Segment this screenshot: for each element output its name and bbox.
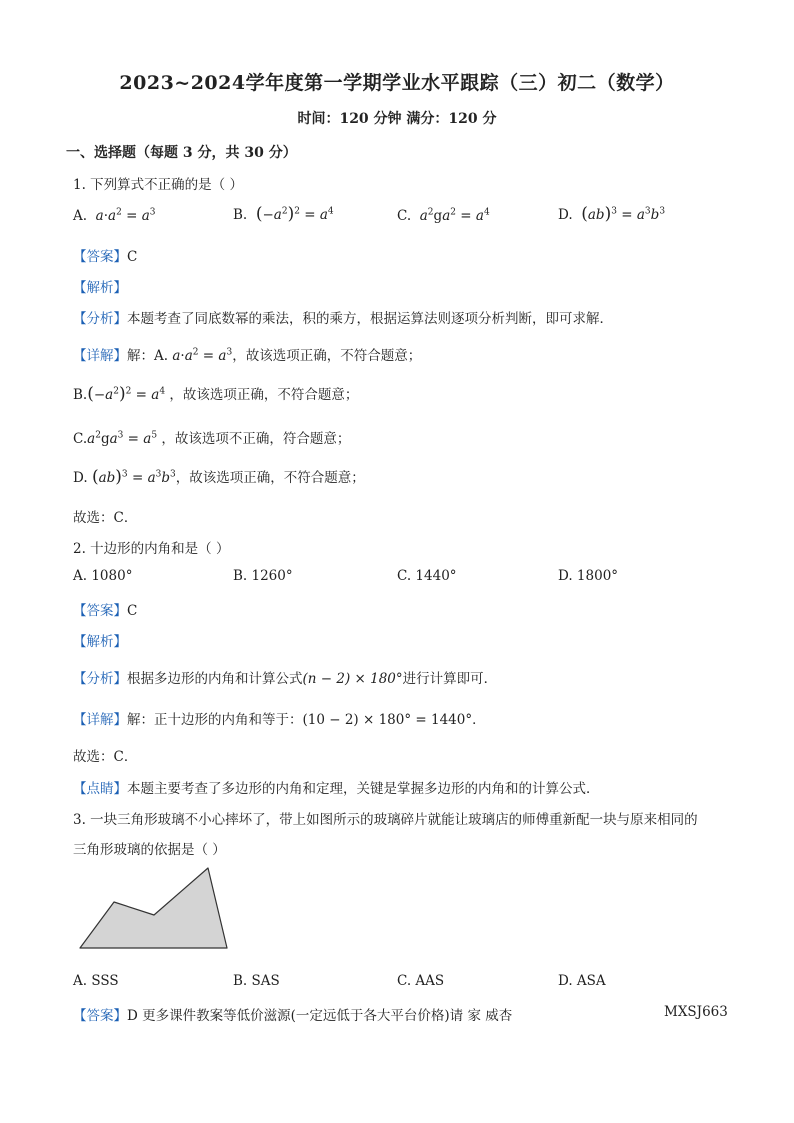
q3-option-c: C. AAS <box>397 973 445 989</box>
q1-stem: 1. 下列算式不正确的是（ ） <box>73 177 243 193</box>
q1-detail-a: 【详解】解：A. $a\cdot a^2 = a^3$，故该选项正确，不符合题意； <box>73 347 422 364</box>
q1-fenxi: 【分析】本题考查了同底数幂的乘法，积的乘方，根据运算法则逐项分析判断，即可求解． <box>73 311 613 327</box>
q1-option-d: D. $(ab)^3 = a^3b^3$ <box>558 204 666 224</box>
q2-conclusion: 故选：C． <box>73 749 138 765</box>
q3-option-b: B. SAS <box>233 973 280 989</box>
watermark-text: 更多课件教案等低价滋源(一定远低于各大平台价格)请 家 威杏 <box>142 1008 513 1024</box>
q2-answer: 【答案】C <box>73 603 138 619</box>
q2-option-c: C. 1440° <box>397 568 457 584</box>
q1-detail-c: $C.a^2ga^3 = a^5$ ，故该选项不正确，符合题意； <box>73 430 351 447</box>
section-heading: 一、选择题（每题 3 分，共 30 分） <box>66 145 297 161</box>
q1-analysis-tag: 【解析】 <box>73 280 127 296</box>
q3-stem-line1: 3. 一块三角形玻璃不小心摔坏了，带上如图所示的玻璃碎片就能让玻璃店的师傅重新配一块与原来相同的 <box>73 812 698 828</box>
q2-option-d: D. 1800° <box>558 568 619 584</box>
q3-option-d: D. ASA <box>558 973 606 989</box>
q2-fenxi: 【分析】根据多边形的内角和计算公式(n − 2) × 180°进行计算即可． <box>73 671 498 687</box>
glass-shard-shape <box>80 868 227 948</box>
q2-comment: 【点睛】本题主要考查了多边形的内角和定理，关键是掌握多边形的内角和的计算公式． <box>73 781 600 797</box>
q1-option-a: A. $a\cdot a^2 = a^3$ <box>73 207 156 224</box>
q2-option-a: A. 1080° <box>73 568 133 584</box>
q2-stem: 2. 十边形的内角和是（ ） <box>73 541 230 557</box>
q2-detail: 【详解】解：正十边形的内角和等于：(10 − 2) × 180° = 1440°． <box>73 712 486 728</box>
watermark-code: MXSJ663 <box>664 1004 728 1020</box>
q2-analysis-tag: 【解析】 <box>73 634 127 650</box>
page-title: 2023~2024学年度第一学期学业水平跟踪（三）初二（数学） <box>119 72 675 94</box>
q1-detail-b: $B.(-a^2)^2 = a^4$ ，故该选项正确，不符合题意； <box>73 384 359 404</box>
q3-answer: 【答案】D 更多课件教案等低价滋源(一定远低于各大平台价格)请 家 威杏 <box>73 1008 513 1024</box>
answer-tag: 【答案】 <box>73 249 127 265</box>
q3-option-a: A. SSS <box>73 973 119 989</box>
q2-option-b: B. 1260° <box>233 568 293 584</box>
q1-option-c: C. $a^2ga^2 = a^4$ <box>397 207 490 224</box>
q3-stem-line2: 三角形玻璃的依据是（ ） <box>73 842 226 858</box>
exam-time-score: 时间：120 分钟 满分：120 分 <box>297 111 497 127</box>
q1-answer: 【答案】C <box>73 249 138 265</box>
q1-detail-d: D. $(ab)^3 = a^3b^3$，故该选项正确，不符合题意； <box>73 467 365 487</box>
q1-option-b: B. $(-a^2)^2 = a^4$ <box>233 204 334 224</box>
glass-shard-figure <box>70 860 240 955</box>
q1-conclusion: 故选：C． <box>73 510 138 526</box>
